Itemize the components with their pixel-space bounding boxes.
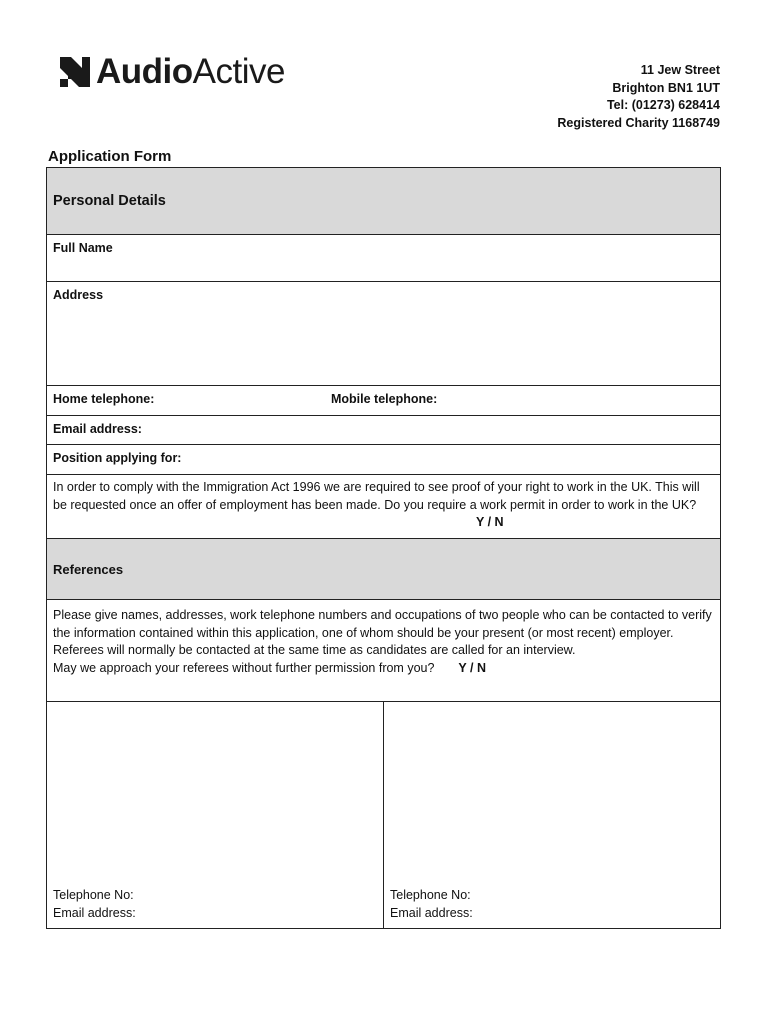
position-label: Position applying for: bbox=[53, 451, 182, 465]
immigration-yes-no[interactable]: Y / N bbox=[476, 515, 504, 529]
audioactive-logo bbox=[58, 54, 285, 89]
references-intro bbox=[47, 600, 720, 702]
references-intro-text: Please give names, addresses, work telephone numbers and occupations of two people who can be contacted to verify the information contained within this application, one of whom should be your present (or most recent) employer. Referees will normally be contacted at the same time as candidates are called for an interview. bbox=[53, 608, 712, 657]
address-field[interactable] bbox=[47, 282, 720, 386]
application-form bbox=[46, 167, 721, 929]
personal-details-heading: Personal Details bbox=[47, 168, 720, 235]
address-label: Address bbox=[53, 288, 104, 302]
referee-2-box[interactable] bbox=[384, 702, 720, 928]
full-name-label: Full Name bbox=[53, 241, 113, 255]
referee-1-box[interactable] bbox=[47, 702, 384, 928]
immigration-question bbox=[47, 475, 720, 539]
referee-1-contact bbox=[53, 886, 136, 922]
address-line: Tel: (01273) 628414 bbox=[606, 98, 720, 112]
telephone-row bbox=[47, 386, 720, 416]
referees-row bbox=[47, 702, 720, 928]
address-line: Brighton BN1 1UT bbox=[612, 80, 720, 95]
address-line: Registered Charity 1168749 bbox=[557, 115, 720, 130]
form-title: Application Form bbox=[48, 148, 172, 165]
logo-wordmark: AudioActive bbox=[96, 52, 285, 91]
position-field[interactable] bbox=[47, 445, 720, 475]
address-line: 11 Jew Street bbox=[640, 63, 720, 77]
referee-1-email-label: Email address: bbox=[53, 906, 136, 920]
immigration-text: In order to comply with the Immigration Act 1996 we are required to see proof of your right to work in the UK. This will be requested once an offer of employment has been made. Do you require a work permit in order to work in the UK? bbox=[53, 480, 700, 512]
referee-1-telephone-label: Telephone No: bbox=[53, 888, 134, 902]
references-heading: References bbox=[47, 539, 720, 600]
email-field[interactable] bbox=[47, 416, 720, 445]
home-telephone-field[interactable]: Home telephone: bbox=[53, 392, 155, 406]
mobile-telephone-field[interactable]: Mobile telephone: bbox=[331, 392, 438, 406]
approach-yes-no[interactable]: Y / N bbox=[458, 660, 486, 675]
approach-question: May we approach your referees without further permission from you? Y / N bbox=[53, 660, 486, 675]
referee-2-telephone-label: Telephone No: bbox=[390, 888, 471, 902]
referee-2-contact bbox=[390, 886, 473, 922]
audioactive-logo-icon bbox=[58, 55, 92, 89]
email-label: Email address: bbox=[53, 422, 142, 436]
referee-2-email-label: Email address: bbox=[390, 906, 473, 920]
full-name-field[interactable] bbox=[47, 235, 720, 282]
organisation-address bbox=[557, 62, 720, 132]
